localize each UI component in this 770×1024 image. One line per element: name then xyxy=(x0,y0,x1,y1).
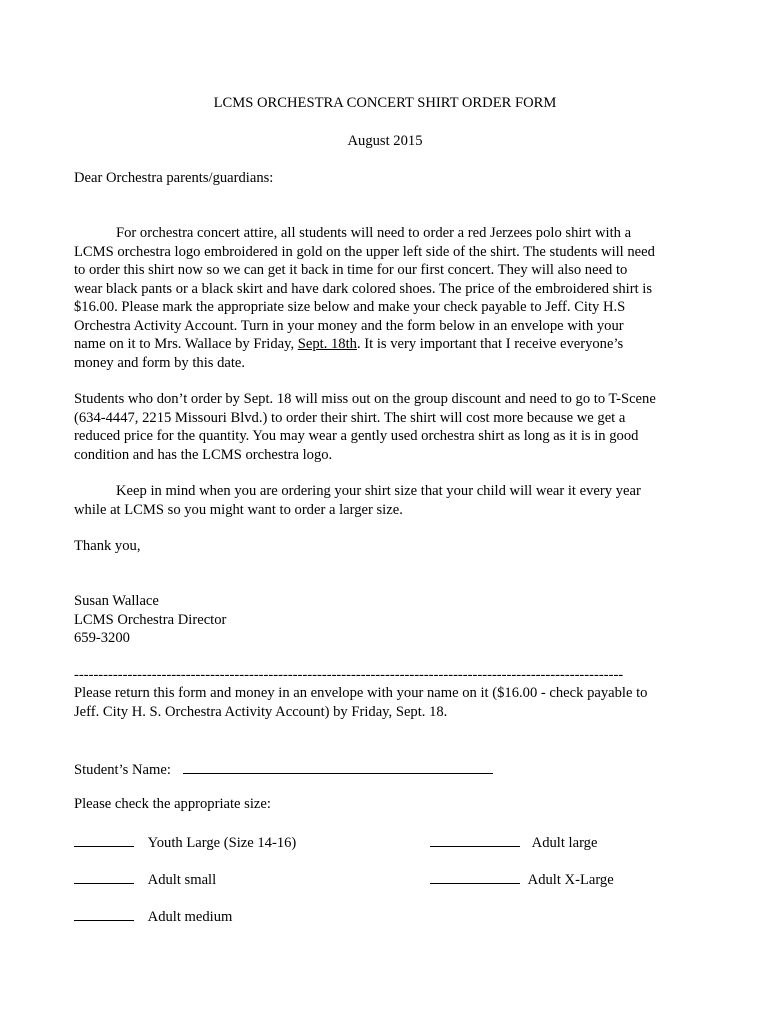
paragraph-line: $16.00. Please mark the appropriate size below and make your check payable to Jeff. City H.S xyxy=(74,299,626,315)
size-label: Adult X-Large xyxy=(527,872,614,888)
size-checkbox-blank[interactable] xyxy=(74,869,134,884)
size-prompt: Please check the appropriate size: xyxy=(74,796,271,812)
size-label: Adult small xyxy=(147,872,217,888)
deadline-text-pre: name on it to Mrs. Wallace by Friday, xyxy=(74,336,298,352)
paragraph-line: reduced price for the quantity. You may wear a gently used orchestra shirt as long as it is in good xyxy=(74,428,639,444)
size-checkbox-blank[interactable] xyxy=(430,832,520,847)
size-checkbox-blank[interactable] xyxy=(430,869,520,884)
size-option-adult-large[interactable] xyxy=(430,832,597,853)
paragraph-line: Orchestra Activity Account. Turn in your money and the form below in an envelope with your xyxy=(74,317,624,334)
deadline-text-post: . It is very important that I receive everyone’s xyxy=(356,336,624,352)
student-name-field[interactable] xyxy=(183,759,493,774)
deadline-date: Sept. 18th xyxy=(297,336,357,352)
paragraph-line: while at LCMS so you might want to order a larger size. xyxy=(74,501,403,518)
size-label: Youth Large (Size 14-16) xyxy=(147,835,297,851)
paragraph-line: LCMS orchestra logo embroidered in gold on the upper left side of the shirt. The students will need xyxy=(74,243,655,260)
signature-name: Susan Wallace xyxy=(74,593,159,609)
instructions-line: Please return this form and money in an envelope with your name on it ($16.00 - check payable to xyxy=(74,685,648,701)
form-title: LCMS ORCHESTRA CONCERT SHIRT ORDER FORM xyxy=(213,95,557,111)
size-checkbox-blank[interactable] xyxy=(74,832,134,847)
size-label: Adult medium xyxy=(147,909,233,925)
size-option-adult-small[interactable] xyxy=(74,869,216,890)
student-name-label: Student’s Name: xyxy=(74,762,171,778)
form-date: August 2015 xyxy=(347,133,423,149)
closing: Thank you, xyxy=(74,538,141,554)
size-option-adult-xlarge[interactable] xyxy=(430,869,614,890)
signature-block xyxy=(74,592,694,648)
paragraph-line: For orchestra concert attire, all students will need to order a red Jerzees polo shirt with a xyxy=(116,225,632,241)
paragraph-line: condition and has the LCMS orchestra logo. xyxy=(74,446,333,463)
signature-phone: 659-3200 xyxy=(74,630,130,646)
paragraph-attire xyxy=(74,224,694,372)
signature-title: LCMS Orchestra Director xyxy=(74,611,227,628)
size-checkbox-blank[interactable] xyxy=(74,906,134,921)
instructions-line: Jeff. City H. S. Orchestra Activity Account) by Friday, Sept. 18. xyxy=(74,703,448,720)
salutation: Dear Orchestra parents/guardians: xyxy=(74,170,274,186)
size-option-youth-large[interactable] xyxy=(74,832,296,853)
student-name-row xyxy=(74,759,493,780)
paragraph-sizing-advice xyxy=(74,482,694,519)
size-label: Adult large xyxy=(531,835,598,851)
tear-off-separator: ----------------------------------------------------------------------------------------------------------------- xyxy=(74,667,624,683)
paragraph-line: wear black pants or a black skirt and have dark colored shoes. The price of the embroidered shirt is xyxy=(74,280,653,297)
paragraph-line: to order this shirt now so we can get it back in time for our first concert. They will also need to xyxy=(74,262,628,278)
paragraph-line: (634-4447, 2215 Missouri Blvd.) to order their shirt. The shirt will cost more because we get a xyxy=(74,409,626,426)
paragraph-line: Students who don’t order by Sept. 18 will miss out on the group discount and need to go to T-Scene xyxy=(74,391,656,407)
size-option-adult-medium[interactable] xyxy=(74,906,232,927)
paragraph-line: money and form by this date. xyxy=(74,354,246,371)
paragraph-line xyxy=(74,335,694,354)
paragraph-late-orders xyxy=(74,390,694,464)
return-instructions xyxy=(74,684,694,721)
paragraph-line: Keep in mind when you are ordering your shirt size that your child will wear it every year xyxy=(116,483,641,499)
